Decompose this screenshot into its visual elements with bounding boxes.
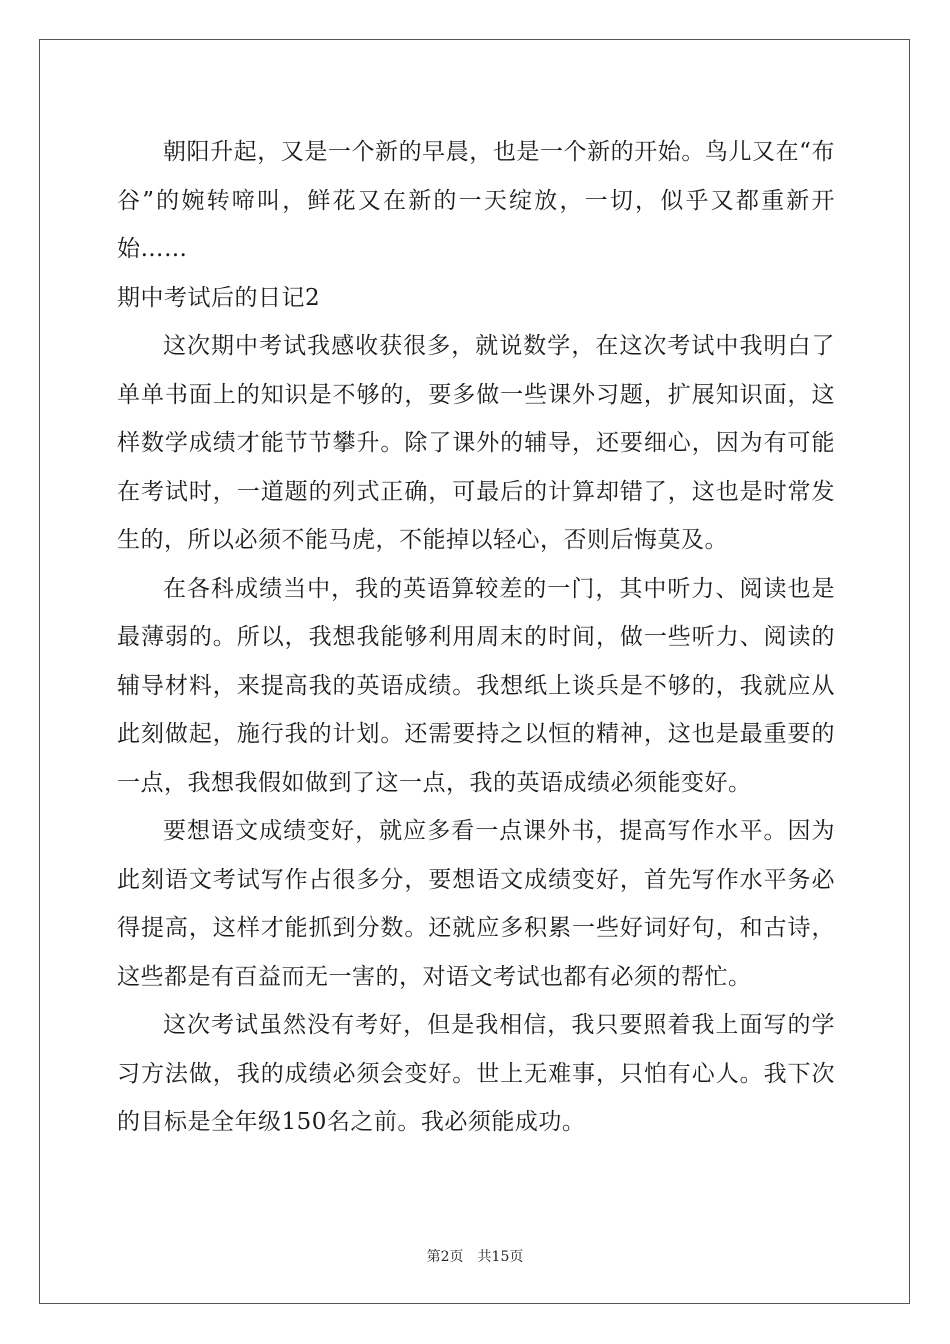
paragraph-math: 这次期中考试我感收获很多，就说数学，在这次考试中我明白了单单书面上的知识是不够的，要多做一些课外习题，扩展知识面，这样数学成绩才能节节攀升。除了课外的辅导，还要细心，因为有可能在考试时，一道题的列式正确，可最后的计算却错了，这也是时常发生的，所以必须不能马虎，不能掉以轻心，否则后悔莫及。: [117, 333, 835, 553]
paragraph-intro: 朝阳升起，又是一个新的早晨，也是一个新的开始。鸟儿又在“布谷”的婉转啼叫，鲜花又在新的一天绽放，一切，似乎又都重新开始……: [117, 139, 835, 262]
paragraph-conclusion: 这次考试虽然没有考好，但是我相信，我只要照着我上面写的学习方法做，我的成绩必须会变好。世上无难事，只怕有心人。我下次的目标是全年级150名之前。我必须能成功。: [117, 1012, 835, 1135]
paragraph-english: 在各科成绩当中，我的英语算较差的一门，其中听力、阅读也是最薄弱的。所以，我想我能够利用周末的时间，做一些听力、阅读的辅导材料，来提高我的英语成绩。我想纸上谈兵是不够的，我就应从此刻做起，施行我的计划。还需要持之以恒的精神，这也是最重要的一点，我想我假如做到了这一点，我的英语成绩必须能变好。: [117, 575, 835, 796]
document-body: [117, 128, 835, 1147]
page-total: 共15页: [477, 1249, 524, 1265]
page-number: 第2页: [426, 1249, 464, 1265]
paragraph-chinese: 要想语文成绩变好，就应多看一点课外书，提高写作水平。因为此刻语文考试写作占很多分，要想语文成绩变好，首先写作水平务必得提高，这样才能抓到分数。还就应多积累一些好词好句，和古诗，这些都是有百益而无一害的，对语文考试也都有必须的帮忙。: [117, 818, 835, 990]
page-footer: [0, 1246, 950, 1266]
section-heading: 期中考试后的日记2: [117, 284, 321, 311]
